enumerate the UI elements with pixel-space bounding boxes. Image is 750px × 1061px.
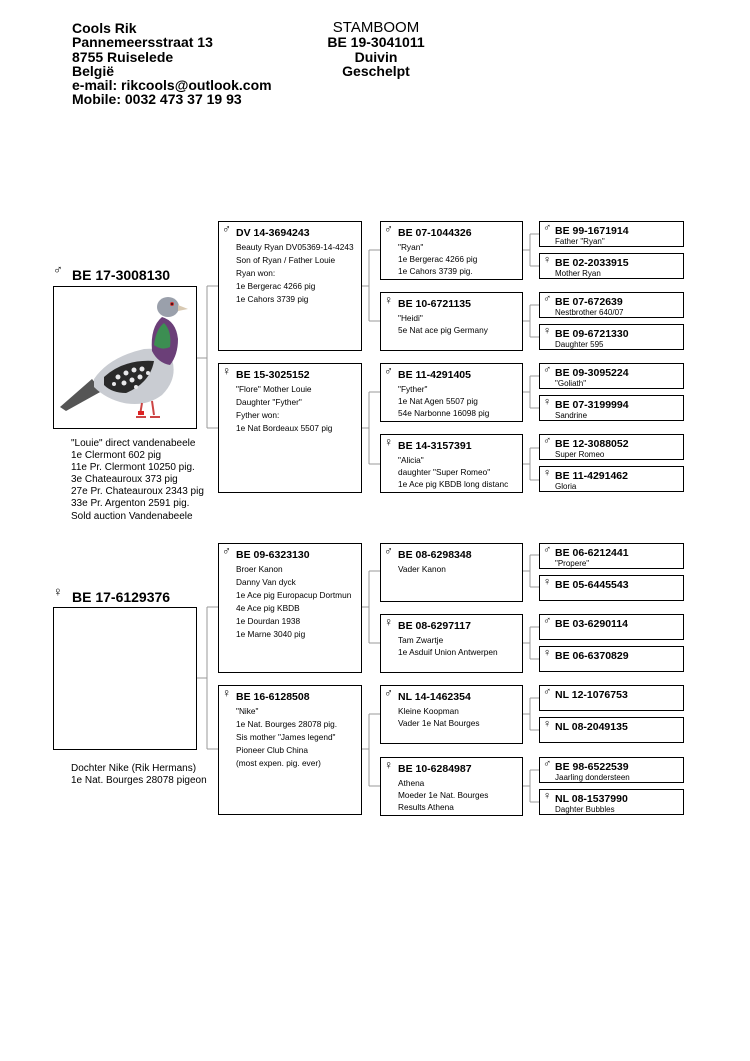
card-ring: BE 06-6212441 <box>555 547 629 559</box>
female-icon: ♀ <box>384 758 393 772</box>
pedigree-card-sd-sire <box>380 363 523 422</box>
pedigree-card-ssd-dam <box>539 324 684 350</box>
card-line: "Heidi" <box>398 313 423 323</box>
card-line: (most expen. pig. ever) <box>236 758 321 768</box>
card-ring: BE 03-6290114 <box>555 618 628 630</box>
card-line: Athena <box>398 778 425 788</box>
female-icon: ♀ <box>543 325 552 337</box>
card-line: 1e Cahors 3739 pig <box>236 294 309 304</box>
female-icon: ♀ <box>222 686 231 700</box>
card-line: Jaarling dondersteen <box>555 773 630 782</box>
card-ring: BE 98-6522539 <box>555 761 629 773</box>
card-ring: DV 14-3694243 <box>236 227 310 239</box>
card-line: 1e Bergerac 4266 pig <box>236 281 316 291</box>
note-line: 33e Pr. Argenton 2591 pig. <box>71 498 190 510</box>
card-line: 1e Ace pig Europacup Dortmun <box>236 590 352 600</box>
card-line: Daughter "Fyther" <box>236 397 302 407</box>
card-line: Fyther won: <box>236 410 280 420</box>
female-icon: ♀ <box>384 615 393 629</box>
card-line: Sandrine <box>555 411 588 420</box>
male-icon: ♂ <box>543 364 552 376</box>
card-ring: BE 06-6370829 <box>555 650 629 662</box>
card-ring: BE 07-672639 <box>555 296 623 308</box>
card-line: Daghter Bubbles <box>555 805 615 814</box>
pedigree-card-dss-sire <box>539 543 684 569</box>
male-icon: ♂ <box>543 544 552 556</box>
note-line: 1e Clermont 602 pig <box>71 450 162 462</box>
note-line: Dochter Nike (Rik Hermans) <box>71 763 197 774</box>
female-icon: ♀ <box>543 790 552 802</box>
note-line: 11e Pr. Clermont 10250 pig. <box>71 462 195 474</box>
pigeon-photo-placeholder <box>53 607 197 750</box>
female-icon: ♀ <box>543 576 552 588</box>
card-ring: BE 02-2033915 <box>555 257 629 269</box>
female-icon: ♀ <box>543 254 552 266</box>
pedigree-card-ddd-dam <box>539 789 684 815</box>
note-line: 1e Nat. Bourges 28078 pigeon <box>71 775 207 787</box>
card-line: Pioneer Club China <box>236 745 308 755</box>
male-icon: ♂ <box>543 222 552 234</box>
male-icon: ♂ <box>222 544 231 558</box>
note-line: 27e Pr. Chateauroux 2343 pig <box>71 486 204 498</box>
card-line: "Propere" <box>555 559 590 568</box>
card-line: Nestbrother 640/07 <box>555 308 624 317</box>
card-ring: BE 09-6323130 <box>236 549 310 561</box>
card-line: Ryan won: <box>236 268 276 278</box>
pedigree-card-sds-sire <box>539 363 684 389</box>
card-ring: BE 15-3025152 <box>236 369 310 381</box>
card-ring: BE 08-6298348 <box>398 549 472 561</box>
pedigree-card-ss-dam <box>380 292 523 351</box>
card-line: Kleine Koopman <box>398 706 459 716</box>
note-line: Sold auction Vandenabeele <box>71 510 193 522</box>
female-icon: ♀ <box>543 647 552 659</box>
card-line: Beauty Ryan DV05369-14-4243 <box>236 242 354 252</box>
card-line: Daughter 595 <box>555 340 604 349</box>
card-ring: BE 99-1671914 <box>555 225 629 237</box>
card-line: Vader Kanon <box>398 564 446 574</box>
pedigree-card-sss-dam <box>539 253 684 279</box>
male-icon: ♂ <box>384 222 393 236</box>
pedigree-card-ds-sire <box>380 543 523 602</box>
card-line: Son of Ryan / Father Louie <box>236 255 336 265</box>
owner-email: e-mail: rikcools@outlook.com <box>72 77 272 94</box>
card-line: "Ryan" <box>398 242 424 252</box>
card-line: "Alicia" <box>398 455 424 465</box>
pedigree-card-sdd-sire <box>539 434 684 460</box>
card-ring: BE 07-1044326 <box>398 227 472 239</box>
sire-notes <box>71 438 204 523</box>
card-line: 4e Ace pig KBDB <box>236 603 300 613</box>
card-line: 1e Marne 3040 pig <box>236 629 306 639</box>
owner-name: Cools Rik <box>72 20 137 36</box>
card-line: 1e Bergerac 4266 pig <box>398 254 478 264</box>
owner-country: België <box>72 62 115 79</box>
card-ring: NL 08-2049135 <box>555 721 628 733</box>
pedigree-card-ddd-sire <box>539 757 684 783</box>
pigeon-photo <box>53 286 197 429</box>
pedigree-card-dds-dam <box>539 717 684 743</box>
owner-mobile: Mobile: 0032 473 37 19 93 <box>72 91 242 108</box>
pedigree-card-sd-dam <box>380 434 523 493</box>
card-line: 1e Dourdan 1938 <box>236 616 301 626</box>
male-icon: ♂ <box>543 758 552 770</box>
pedigree-title: STAMBOOM <box>332 19 420 36</box>
female-icon: ♀ <box>543 396 552 408</box>
note-line: "Louie" direct vandenabeele <box>71 438 196 449</box>
card-ring: BE 16-6128508 <box>236 691 310 703</box>
male-icon: ♂ <box>543 293 552 305</box>
note-line: 3e Chateauroux 373 pig <box>71 474 178 486</box>
card-line: 1e Ace pig KBDB long distanc <box>398 479 509 489</box>
male-icon: ♂ <box>543 435 552 447</box>
card-line: 1e Nat. Bourges 28078 pig. <box>236 719 338 729</box>
card-ring: BE 10-6284987 <box>398 763 472 775</box>
female-icon: ♀ <box>384 293 393 307</box>
card-line: Super Romeo <box>555 450 605 459</box>
male-icon: ♂ <box>222 222 231 236</box>
male-icon: ♂ <box>384 364 393 378</box>
pedigree-card-dsd-sire <box>539 614 684 640</box>
pedigree-card-dd-dam <box>380 757 523 816</box>
card-ring: BE 05-6445543 <box>555 579 629 591</box>
pedigree-card-sss-sire <box>539 221 684 247</box>
card-ring: NL 14-1462354 <box>398 691 471 703</box>
pedigree-card-dsd-dam <box>539 646 684 672</box>
card-line: Danny Van dyck <box>236 577 296 587</box>
pedigree-card-dds-sire <box>539 685 684 711</box>
pigeon-image <box>54 287 196 428</box>
pedigree-card-dd-sire <box>380 685 523 744</box>
pedigree-sex: Duivin <box>354 48 398 65</box>
card-line: "Nike" <box>236 706 259 716</box>
card-line: Moeder 1e Nat. Bourges <box>398 790 489 800</box>
card-ring: BE 09-6721330 <box>555 328 629 340</box>
card-line: 1e Nat Agen 5507 pig <box>398 396 478 406</box>
male-icon: ♂ <box>543 686 552 698</box>
pedigree-card-sire-dam <box>218 363 362 493</box>
card-line: Father "Ryan" <box>555 237 605 246</box>
card-line: Tam Zwartje <box>398 635 444 645</box>
card-line: Vader 1e Nat Bourges <box>398 718 480 728</box>
pedigree-card-ds-dam <box>380 614 523 673</box>
pedigree-card-dam-sire <box>218 543 362 673</box>
card-line: Gloria <box>555 482 577 491</box>
sire-ring: BE 17-3008130 <box>72 267 171 283</box>
card-line: "Goliath" <box>555 379 587 388</box>
female-icon: ♀ <box>384 435 393 449</box>
pedigree-ring: BE 19-3041011 <box>327 34 425 51</box>
card-line: Broer Kanon <box>236 564 283 574</box>
card-ring: BE 09-3095224 <box>555 367 629 379</box>
female-icon: ♀ <box>543 467 552 479</box>
card-ring: NL 08-1537990 <box>555 793 628 805</box>
card-line: 54e Narbonne 16098 pig <box>398 408 490 418</box>
pedigree-card-sire-sire <box>218 221 362 351</box>
male-icon: ♂ <box>53 262 63 277</box>
pedigree-card-ssd-sire <box>539 292 684 318</box>
card-line: 1e Asduif Union Antwerpen <box>398 647 498 657</box>
dam-ring: BE 17-6129376 <box>72 589 171 605</box>
card-ring: BE 11-4291462 <box>555 470 628 482</box>
pedigree-card-dss-dam <box>539 575 684 601</box>
male-icon: ♂ <box>384 544 393 558</box>
female-icon: ♀ <box>222 364 231 378</box>
card-line: Results Athena <box>398 802 454 812</box>
card-line: 1e Cahors 3739 pig. <box>398 266 473 276</box>
pedigree-card-dam-dam <box>218 685 362 815</box>
card-ring: NL 12-1076753 <box>555 689 628 701</box>
dam-notes <box>71 763 207 787</box>
card-line: 1e Nat Bordeaux 5507 pig <box>236 423 333 433</box>
card-line: 5e Nat ace pig Germany <box>398 325 488 335</box>
owner-street: Pannemeersstraat 13 <box>72 34 213 51</box>
male-icon: ♂ <box>543 615 552 627</box>
pedigree-card-sds-dam <box>539 395 684 421</box>
female-icon: ♀ <box>543 718 552 730</box>
card-line: "Flore" Mother Louie <box>236 384 312 394</box>
male-icon: ♂ <box>384 686 393 700</box>
pedigree-card-ss-sire <box>380 221 523 280</box>
card-line: "Fyther" <box>398 384 428 394</box>
card-line: Mother Ryan <box>555 269 601 278</box>
card-ring: BE 12-3088052 <box>555 438 629 450</box>
card-ring: BE 07-3199994 <box>555 399 629 411</box>
card-line: Sis mother "James legend" <box>236 732 336 742</box>
card-ring: BE 10-6721135 <box>398 298 471 310</box>
card-ring: BE 08-6297117 <box>398 620 471 632</box>
card-ring: BE 14-3157391 <box>398 440 472 452</box>
owner-city: 8755 Ruiselede <box>72 48 174 65</box>
pedigree-card-sdd-dam <box>539 466 684 492</box>
female-icon: ♀ <box>53 584 63 599</box>
pedigree-color: Geschelpt <box>342 62 410 79</box>
card-line: daughter "Super Romeo" <box>398 467 491 477</box>
card-ring: BE 11-4291405 <box>398 369 471 381</box>
